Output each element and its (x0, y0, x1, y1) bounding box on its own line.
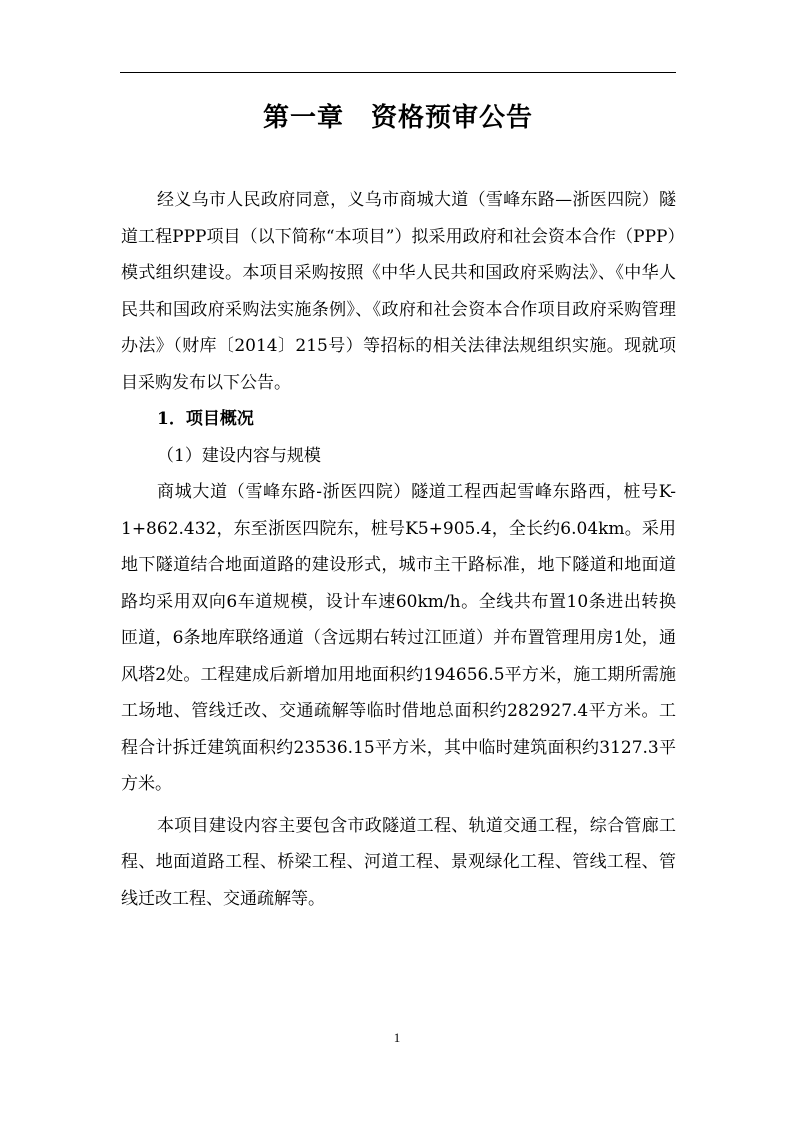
page-number: 1 (393, 1030, 401, 1045)
section-heading-project-overview: 1．项目概况 (157, 409, 254, 429)
chapter-title: 第一章 资格预审公告 (262, 103, 533, 133)
document-body (121, 182, 676, 917)
content-paragraph: 本项目建设内容主要包含市政隧道工程、轨道交通工程，综合管廊工程、地面道路工程、桥梁工程、河道工程、景观绿化工程、管线工程、管线迁改工程、交通疏解等。 (121, 815, 676, 909)
scale-paragraph: 商城大道（雪峰东路-浙医四院）隧道工程西起雪峰东路西，桩号K-1+862.432，东至浙医四院东，桩号K5+905.4，全长约6.04km。采用地下隧道结合地面道路的建设形式，城市主干路标准，地下隧道和地面道路均采用双向6车道规模，设计车速60km/h。全线共布置10条进出转换匝道，6条地库联络通道（含远期右转过江匝道）并布置管理用房1处，通风塔2处。工程建成后新增加用地面积约194656.5平方米，施工期所需施工场地、管线迁改、交通疏解等临时借地总面积约282927.4平方米。工程合计拆迁建筑面积约23536.15平方米，其中临时建筑面积约3127.3平方米。 (121, 482, 676, 794)
intro-paragraph: 经义乌市人民政府同意，义乌市商城大道（雪峰东路—浙医四院）隧道工程PPP项目（以下简称“本项目”）拟采用政府和社会资本合作（PPP）模式组织建设。本项目采购按照《中华人民共和国政府采购法》、《中华人民共和国政府采购法实施条例》、《政府和社会资本合作项目政府采购管理办法》（财库〔2014〕215号）等招标的相关法律法规组织实施。现就项目采购发布以下公告。 (121, 190, 676, 393)
subsection-heading-scale: （1）建设内容与规模 (157, 445, 321, 466)
header-rule (120, 72, 676, 73)
